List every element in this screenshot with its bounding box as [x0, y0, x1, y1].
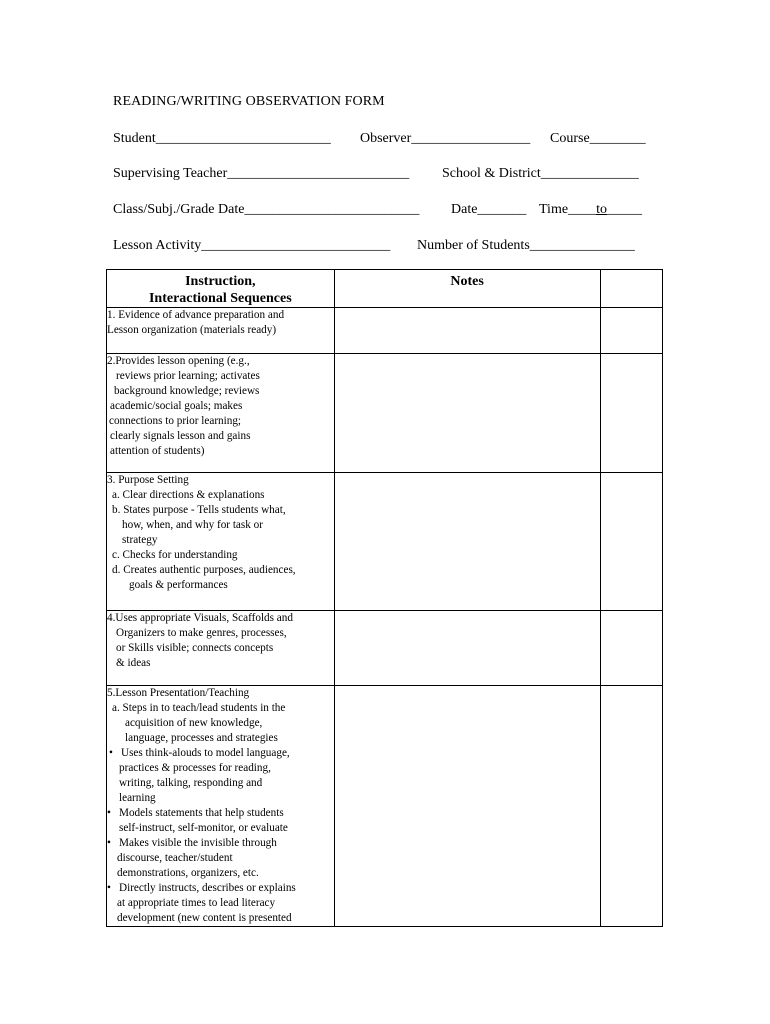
item-3-cell: [107, 473, 335, 611]
item-5-c1: Models statements that help students: [119, 807, 284, 819]
table-row: [107, 686, 663, 927]
notes-cell-5[interactable]: [334, 686, 600, 927]
field-row-class: [113, 202, 655, 222]
item-5-d3: demonstrations, organizers, etc.: [117, 867, 259, 879]
time-start: Time____: [539, 202, 597, 217]
item-3-c: c. Checks for understanding: [112, 549, 238, 561]
item-2-line5: connections to prior learning;: [109, 415, 242, 427]
item-5-line1: 5.Lesson Presentation/Teaching: [107, 687, 250, 699]
item-3-d2: goals & performances: [129, 579, 228, 591]
item-2-line7: attention of students): [110, 445, 205, 457]
item-5-cell: [107, 686, 335, 927]
bullet-icon: •: [107, 837, 111, 849]
extra-cell-2[interactable]: [600, 354, 662, 473]
extra-cell-1[interactable]: [600, 308, 662, 354]
field-row-student: [113, 131, 655, 151]
student-field[interactable]: Student_________________________: [113, 131, 331, 146]
notes-cell-1[interactable]: [334, 308, 600, 354]
header-instruction-line2: Interactional Sequences: [148, 291, 292, 306]
observer-field[interactable]: Observer_________________: [360, 131, 531, 146]
bullet-icon: •: [109, 747, 113, 759]
item-5-d1: Makes visible the invisible through: [119, 837, 277, 849]
item-3-b1: b. States purpose - Tells students what,: [112, 504, 286, 516]
item-2-line4: academic/social goals; makes: [110, 400, 243, 412]
time-to: to: [596, 202, 607, 217]
table-row: [107, 308, 663, 354]
extra-cell-3[interactable]: [600, 473, 662, 611]
observation-table: [106, 269, 663, 927]
item-3-d1: d. Creates authentic purposes, audiences,: [112, 564, 296, 576]
bullet-icon: •: [107, 882, 111, 894]
table-row: [107, 473, 663, 611]
table-row: [107, 611, 663, 686]
item-5-b3: writing, talking, responding and: [119, 777, 263, 789]
item-4-line3: or Skills visible; connects concepts: [116, 642, 274, 654]
notes-cell-4[interactable]: [334, 611, 600, 686]
item-5-b1: Uses think-alouds to model language,: [121, 747, 290, 759]
item-5-e1: Directly instructs, describes or explains: [119, 882, 296, 894]
item-5-b2: practices & processes for reading,: [119, 762, 271, 774]
item-4-cell: [107, 611, 335, 686]
table-header-row: [107, 270, 663, 308]
item-4-line2: Organizers to make genres, processes,: [116, 627, 287, 639]
time-end: _____: [606, 202, 642, 217]
item-1-line1: 1. Evidence of advance preparation and: [107, 309, 285, 321]
header-instruction: [107, 270, 335, 308]
header-notes: Notes: [334, 270, 600, 308]
item-1-cell: [107, 308, 335, 354]
item-2-line2: reviews prior learning; activates: [116, 370, 260, 382]
item-5-d2: discourse, teacher/student: [117, 852, 233, 864]
item-2-line3: background knowledge; reviews: [114, 385, 260, 397]
table-row: [107, 354, 663, 473]
item-4-line1: 4.Uses appropriate Visuals, Scaffolds and: [107, 612, 293, 624]
item-5-a3: language, processes and strategies: [125, 732, 278, 744]
number-of-students-field[interactable]: Number of Students_______________: [417, 238, 635, 253]
item-5-bullet-1: [107, 746, 334, 761]
item-4-line4: & ideas: [116, 657, 151, 669]
item-5-bullet-2: [107, 806, 334, 821]
item-5-e2: at appropriate times to lead literacy: [117, 897, 276, 909]
supervising-teacher-field[interactable]: Supervising Teacher__________________________: [113, 166, 410, 181]
item-5-e3: development (new content is presented: [117, 912, 292, 924]
lesson-activity-field[interactable]: Lesson Activity___________________________: [113, 238, 391, 253]
item-2-cell: [107, 354, 335, 473]
course-field[interactable]: Course________: [550, 131, 646, 146]
item-5-a1: a. Steps in to teach/lead students in the: [112, 702, 286, 714]
item-1-line2: Lesson organization (materials ready): [107, 324, 277, 336]
field-row-teacher: [113, 166, 655, 186]
time-field[interactable]: [539, 202, 642, 218]
header-instruction-line1: Instruction,: [185, 274, 256, 289]
item-5-b4: learning: [119, 792, 156, 804]
item-3-line1: 3. Purpose Setting: [107, 474, 189, 486]
school-district-field[interactable]: School & District______________: [442, 166, 639, 181]
class-subj-grade-date-field[interactable]: Class/Subj./Grade Date_________________________: [113, 202, 420, 217]
item-3-b3: strategy: [122, 534, 158, 546]
form-title: READING/WRITING OBSERVATION FORM: [113, 94, 385, 109]
item-2-line6: clearly signals lesson and gains: [110, 430, 251, 442]
field-row-lesson: [113, 238, 655, 258]
item-3-a: a. Clear directions & explanations: [112, 489, 265, 501]
bullet-icon: •: [107, 807, 111, 819]
item-2-line1: 2.Provides lesson opening (e.g.,: [107, 355, 250, 367]
date-field[interactable]: Date_______: [451, 202, 527, 217]
notes-cell-2[interactable]: [334, 354, 600, 473]
item-5-bullet-4: [107, 881, 334, 896]
extra-cell-5[interactable]: [600, 686, 662, 927]
extra-cell-4[interactable]: [600, 611, 662, 686]
header-blank: [600, 270, 662, 308]
notes-cell-3[interactable]: [334, 473, 600, 611]
item-5-c2: self-instruct, self-monitor, or evaluate: [119, 822, 288, 834]
item-5-bullet-3: [107, 836, 334, 851]
item-5-a2: acquisition of new knowledge,: [125, 717, 263, 729]
item-3-b2: how, when, and why for task or: [122, 519, 263, 531]
